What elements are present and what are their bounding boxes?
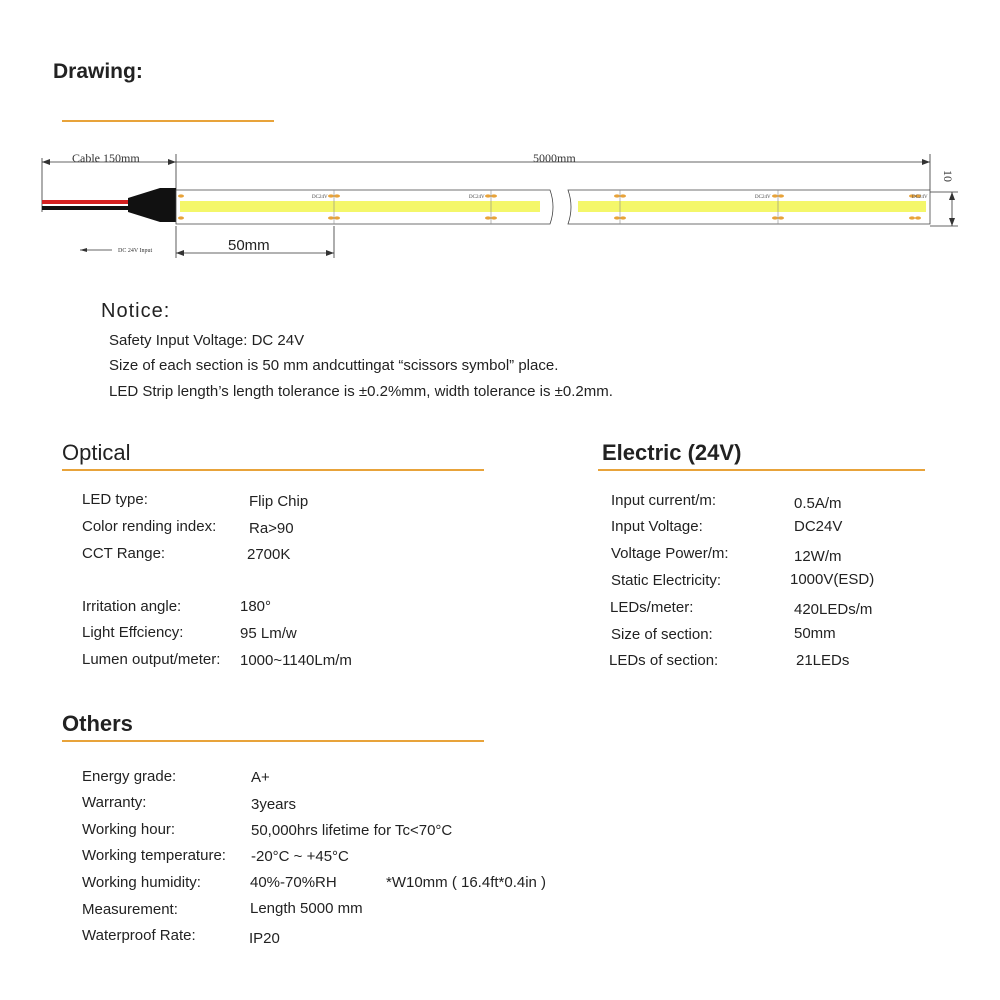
optical-value-led-type: Flip Chip bbox=[249, 493, 309, 510]
strip-mark-3: DC24V bbox=[755, 195, 771, 200]
electric-label-voltage: Input Voltage: bbox=[611, 518, 703, 535]
others-value-waterproof: IP20 bbox=[249, 930, 280, 947]
electric-underline bbox=[598, 469, 925, 471]
notice-line-3: LED Strip length’s length tolerance is ±0.2%mm, width tolerance is ±0.2mm. bbox=[109, 383, 613, 400]
others-label-measurement: Measurement: bbox=[82, 901, 178, 918]
others-value-warranty: 3years bbox=[251, 796, 297, 813]
electric-value-section-leds: 21LEDs bbox=[796, 652, 850, 669]
others-title: Others bbox=[62, 711, 133, 736]
others-value-temperature: -20°C ~ +45°C bbox=[251, 848, 349, 865]
optical-label-angle: Irritation angle: bbox=[82, 598, 182, 615]
cable-label: Cable 150mm bbox=[72, 151, 140, 165]
electric-value-section-size: 50mm bbox=[794, 625, 836, 642]
length-label: 5000mm bbox=[533, 151, 576, 165]
optical-value-efficiency: 95 Lm/w bbox=[240, 625, 297, 642]
optical-label-efficiency: Light Effciency: bbox=[82, 624, 184, 641]
others-value-measurement: Length 5000 mm bbox=[250, 900, 363, 917]
width-label: 10 bbox=[941, 170, 955, 182]
others-underline bbox=[62, 740, 484, 742]
others-label-energy: Energy grade: bbox=[82, 768, 177, 785]
strip-mark-4: DC24V bbox=[912, 195, 928, 200]
optical-label-cri: Color rending index: bbox=[82, 518, 217, 535]
section-dim-arrow-left bbox=[176, 250, 184, 256]
notice-line-2: Size of each section is 50 mm andcuttingat “scissors symbol” place. bbox=[109, 357, 559, 374]
strip-led-band-left bbox=[180, 201, 540, 212]
input-arrow-head bbox=[80, 248, 87, 252]
electric-label-power: Voltage Power/m: bbox=[611, 545, 729, 562]
optical-underline bbox=[62, 469, 484, 471]
optical-value-cct: 2700K bbox=[247, 546, 291, 563]
strip-mark-2: DC24V bbox=[469, 195, 485, 200]
drawing-underline bbox=[62, 120, 274, 122]
electric-value-current: 0.5A/m bbox=[794, 495, 842, 512]
notice-line-1: Safety Input Voltage: DC 24V bbox=[109, 332, 305, 349]
others-value-hours: 50,000hrs lifetime for Tc<70°C bbox=[251, 822, 453, 839]
cable-dim-arrow-right bbox=[168, 159, 176, 165]
input-label: DC 24V Input bbox=[118, 248, 153, 254]
electric-value-leds-meter: 420LEDs/m bbox=[794, 601, 873, 618]
electric-label-esd: Static Electricity: bbox=[611, 572, 722, 589]
optical-label-cct: CCT Range: bbox=[82, 545, 166, 562]
electric-label-section-size: Size of section: bbox=[611, 626, 713, 643]
optical-value-cri: Ra>90 bbox=[249, 520, 294, 537]
electric-value-voltage: DC24V bbox=[794, 518, 843, 535]
electric-value-power: 12W/m bbox=[794, 548, 842, 565]
others-value-humidity: 40%-70%RH bbox=[250, 874, 337, 891]
others-label-humidity: Working humidity: bbox=[82, 874, 201, 891]
electric-value-esd: 1000V(ESD) bbox=[790, 571, 875, 588]
length-dim-arrow bbox=[922, 159, 930, 165]
strip-mark-1: DC24V bbox=[312, 195, 328, 200]
others-value-energy: A+ bbox=[251, 769, 270, 786]
others-value-size-note: *W10mm ( 16.4ft*0.4in ) bbox=[386, 874, 547, 891]
optical-label-led-type: LED type: bbox=[82, 491, 148, 508]
notice-title: Notice: bbox=[101, 300, 171, 322]
section-label: 50mm bbox=[228, 237, 270, 254]
cable-connector bbox=[128, 188, 176, 222]
section-dim-arrow-right bbox=[326, 250, 334, 256]
optical-label-lumen: Lumen output/meter: bbox=[82, 651, 221, 668]
optical-value-angle: 180° bbox=[240, 598, 272, 615]
width-dim-arrow-bottom bbox=[949, 218, 955, 226]
others-label-waterproof: Waterproof Rate: bbox=[82, 927, 196, 944]
cable-dim-arrow-left bbox=[42, 159, 50, 165]
others-label-temperature: Working temperature: bbox=[82, 847, 226, 864]
electric-title: Electric (24V) bbox=[602, 440, 742, 465]
led-strip-drawing bbox=[0, 140, 1000, 270]
electric-label-section-leds: LEDs of section: bbox=[609, 652, 719, 669]
drawing-title: Drawing: bbox=[53, 60, 143, 83]
others-label-warranty: Warranty: bbox=[82, 794, 147, 811]
width-dim-arrow-top bbox=[949, 192, 955, 200]
electric-label-leds-meter: LEDs/meter: bbox=[610, 599, 694, 616]
strip-led-band-right bbox=[578, 201, 926, 212]
optical-value-lumen: 1000~1140Lm/m bbox=[240, 652, 352, 669]
optical-title: Optical bbox=[62, 440, 131, 465]
others-label-hours: Working hour: bbox=[82, 821, 176, 838]
electric-label-current: Input current/m: bbox=[611, 492, 717, 509]
